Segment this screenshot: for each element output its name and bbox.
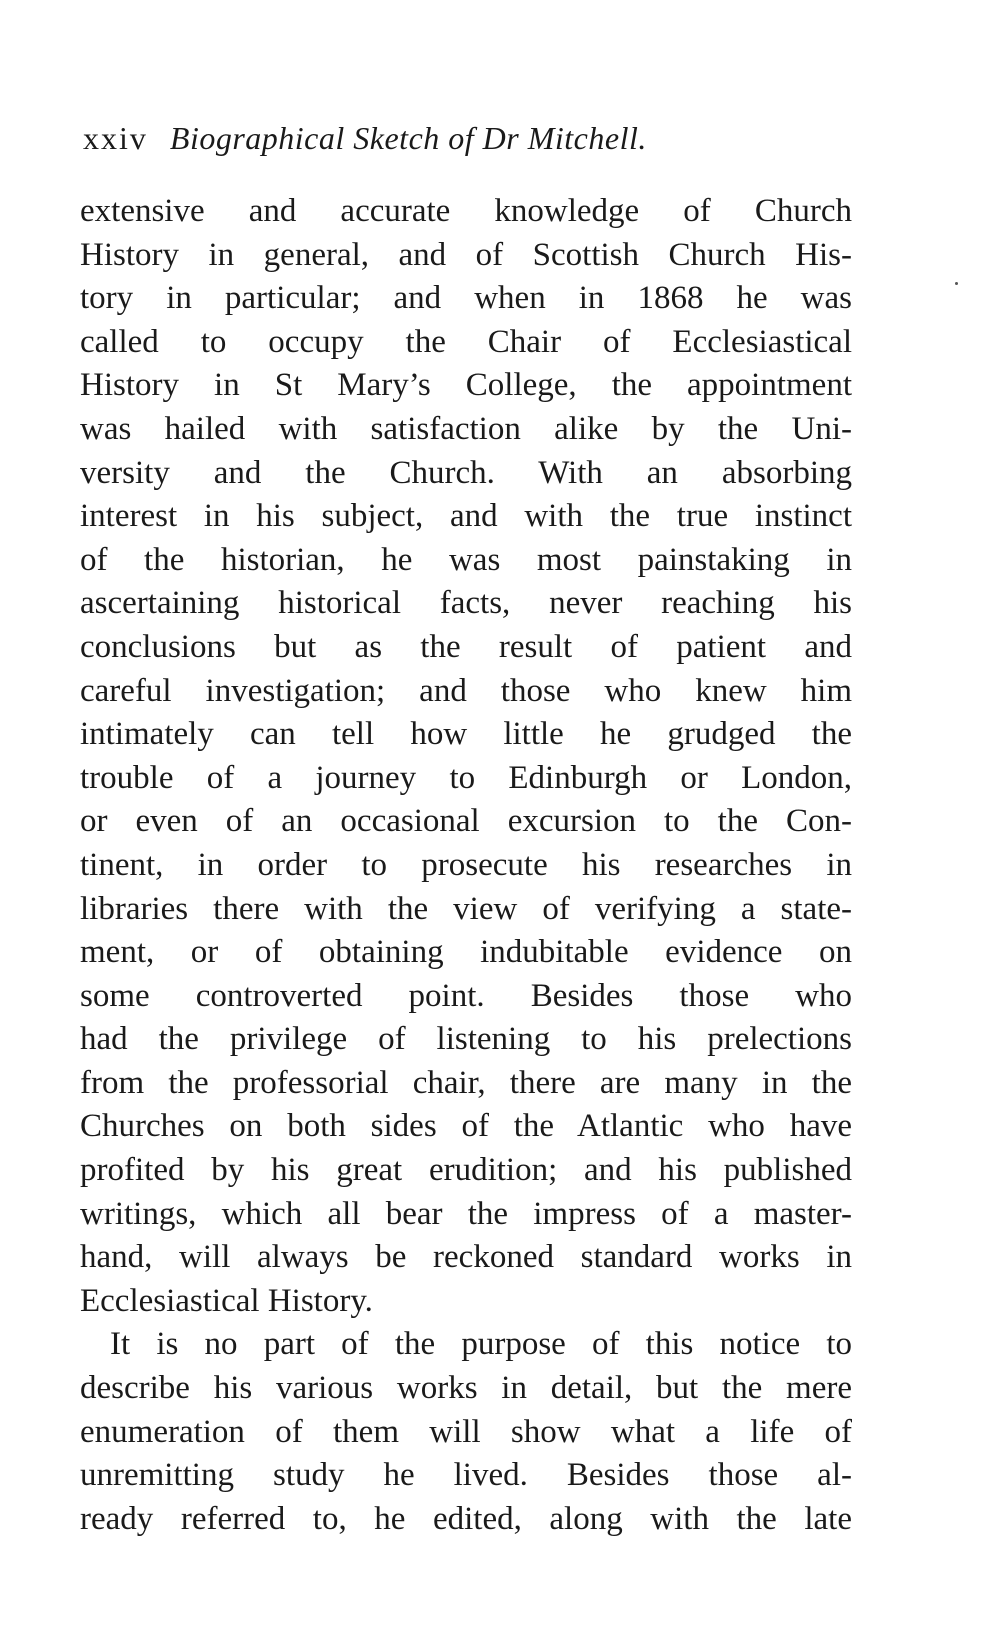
text-line: from the professorial chair, there are many in the: [80, 1064, 852, 1101]
text-line: careful investigation; and those who knew him: [80, 672, 852, 709]
text-line: hand, will always be reckoned standard works in: [80, 1239, 852, 1276]
text-line: describe his various works in detail, but the mere: [80, 1370, 852, 1407]
text-line: some controverted point. Besides those who: [80, 977, 852, 1014]
text-line: profited by his great erudition; and his published: [80, 1152, 852, 1189]
text-line: History in St Mary’s College, the appointment: [80, 367, 852, 404]
running-title: Biographical Sketch of Dr Mitchell.: [169, 120, 647, 156]
text-line: History in general, and of Scottish Church His-: [80, 236, 852, 273]
text-line: Ecclesiastical History.: [80, 1282, 373, 1319]
text-line: conclusions but as the result of patient and: [80, 628, 852, 665]
text-line: enumeration of them will show what a life of: [80, 1413, 852, 1450]
ink-speck: [955, 282, 958, 285]
text-line: trouble of a journey to Edinburgh or London,: [80, 759, 852, 796]
page-number: xxiv: [83, 120, 148, 156]
text-line: ready referred to, he edited, along with the late: [80, 1500, 852, 1537]
text-line: of the historian, he was most painstaking in: [80, 541, 852, 578]
text-line: ment, or of obtaining indubitable evidence on: [80, 934, 852, 971]
text-line: versity and the Church. With an absorbing: [80, 454, 852, 491]
page-header: [83, 118, 647, 158]
text-line: or even of an occasional excursion to the Con-: [80, 803, 852, 840]
paragraph: [80, 1323, 852, 1541]
text-line: interest in his subject, and with the true instinct: [80, 498, 852, 535]
text-line: tinent, in order to prosecute his researches in: [80, 846, 852, 883]
paragraph: [80, 190, 852, 1323]
text-line: was hailed with satisfaction alike by the Uni-: [80, 410, 852, 447]
text-line: intimately can tell how little he grudged the: [80, 716, 852, 753]
body-text: [80, 190, 852, 1541]
text-line: It is no part of the purpose of this notice to: [110, 1326, 852, 1363]
text-line: had the privilege of listening to his prelections: [80, 1021, 852, 1058]
text-line: ascertaining historical facts, never reaching his: [80, 585, 852, 622]
text-line: writings, which all bear the impress of a master-: [80, 1195, 852, 1232]
text-line: extensive and accurate knowledge of Church: [80, 193, 852, 229]
text-line: tory in particular; and when in 1868 he was: [80, 280, 852, 317]
text-line: unremitting study he lived. Besides those al-: [80, 1457, 852, 1494]
text-line: libraries there with the view of verifying a state-: [80, 890, 852, 927]
text-line: called to occupy the Chair of Ecclesiastical: [80, 323, 852, 360]
text-line: Churches on both sides of the Atlantic who have: [80, 1108, 852, 1145]
